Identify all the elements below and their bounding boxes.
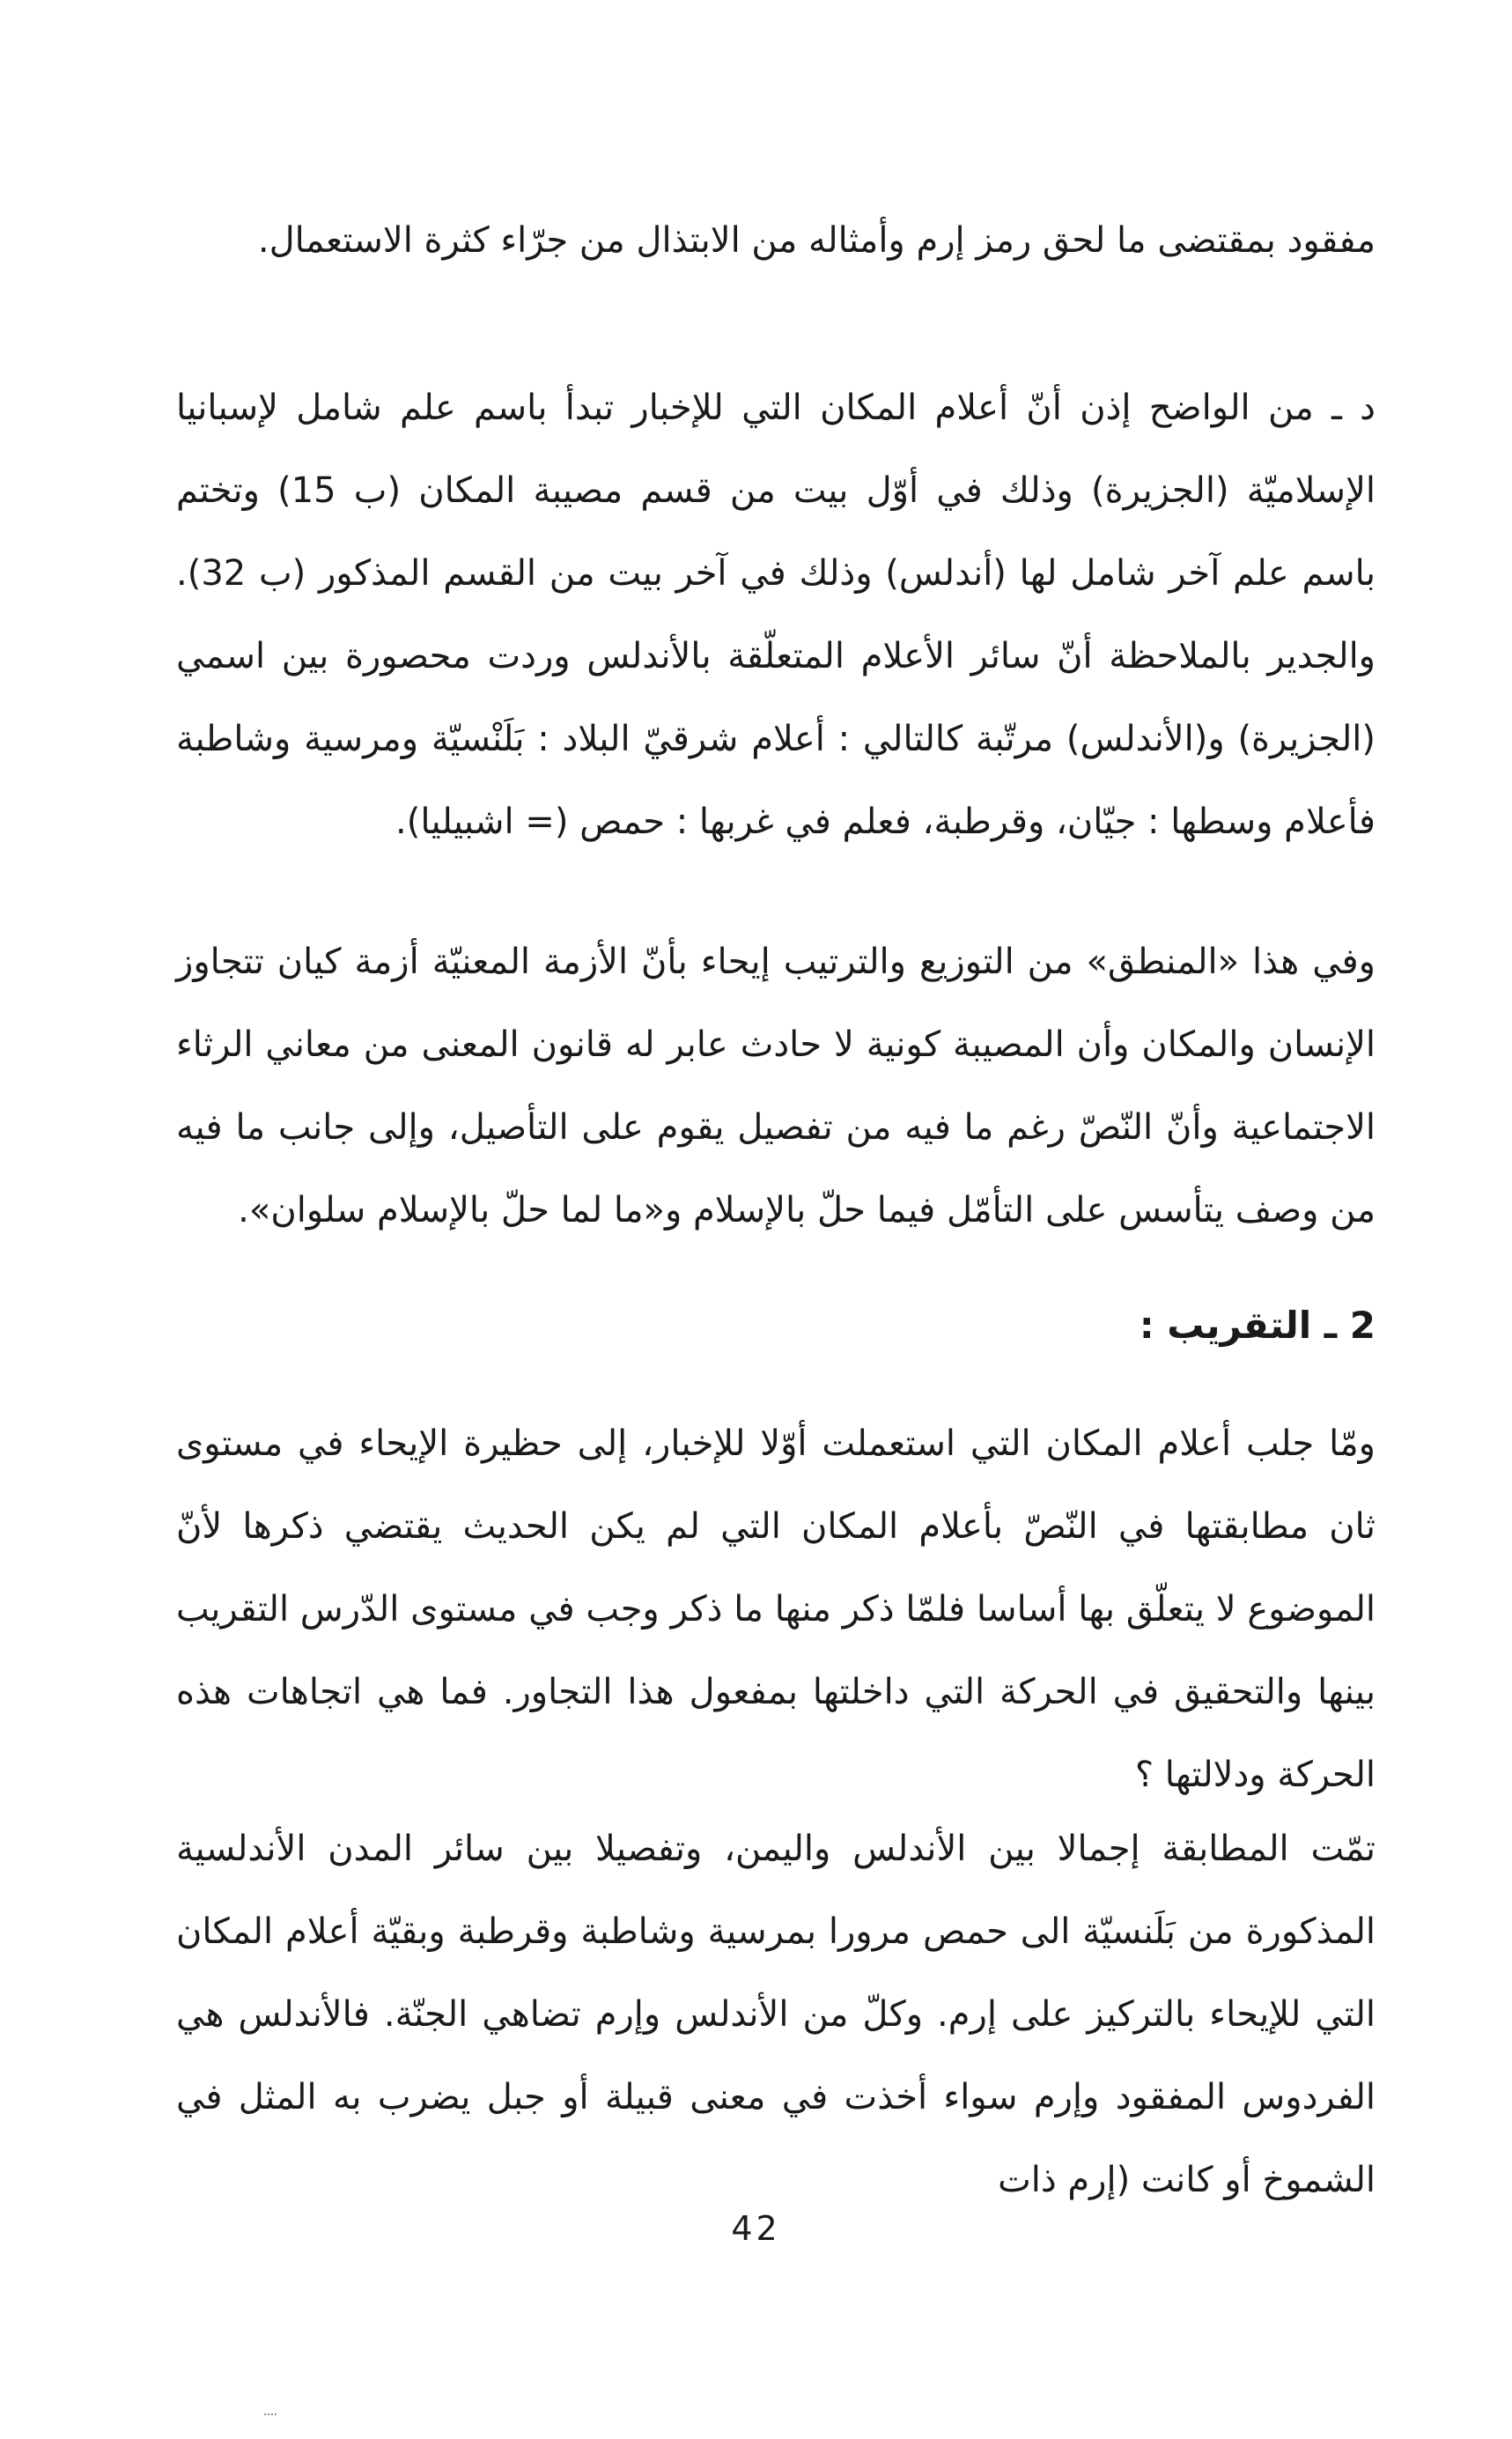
section-heading: 2 ـ التقريب :: [1139, 1304, 1376, 1347]
paragraph-2: د ـ من الواضح إذن أنّ أعلام المكان التي للإخبار تبدأ باسم علم شامل لإسبانيا الإسلاميّة (الجزيرة) وذلك في أوّل بيت من قسم مصيبة المكان (ب 15) وتختم باسم علم آخر شامل لها (أندلس) وذلك في آخر بيت من القسم المذكور (ب 32). والجدير بالملاحظة أنّ سائر الأعلام المتعلّقة بالأندلس وردت محصورة بين اسمي (الجزيرة) و(الأندلس) مرتّبة كالتالي : أعلام شرقيّ البلاد : بَلَنْسيّة ومرسية وشاطبة فأعلام وسطها : جيّان، وقرطبة، فعلم في غربها : حمص (= اشبيليا).: [176, 388, 1376, 842]
paragraph-1: مفقود بمقتضى ما لحق رمز إرم وأمثاله من الابتذال من جرّاء كثرة الاستعمال.: [257, 220, 1376, 261]
scan-speck: [264, 2413, 277, 2418]
page-number: 42: [731, 2209, 781, 2248]
paragraph-5: تمّت المطابقة إجمالا بين الأندلس واليمن، وتفصيلا بين سائر المدن الأندلسية المذكورة من بَلَنسيّة الى حمص مرورا بمرسية وشاطبة وقرطبة وبقيّة أعلام المكان التي للإيحاء بالتركيز على إرم. وكلّ من الأندلس وإرم تضاهي الجنّة. فالأندلس هي الفردوس المفقود وإرم سواء أخذت في معنى قبيلة أو جبل يضرب به المثل في الشموخ أو كانت (إرم ذات: [176, 1829, 1376, 2200]
paragraph-3: وفي هذا «المنطق» من التوزيع والترتيب إيحاء بأنّ الأزمة المعنيّة أزمة كيان تتجاوز الإنسان والمكان وأن المصيبة كونية لا حادث عابر له قانون المعنى من معاني الرثاء الاجتماعية وأنّ النّصّ رغم ما فيه من تفصيل يقوم على التأصيل، وإلى جانب ما فيه من وصف يتأسس على التأمّل فيما حلّ بالإسلام و«ما لما حلّ بالإسلام سلوان».: [176, 942, 1376, 1231]
paragraph-4: ومّا جلب أعلام المكان التي استعملت أوّلا للإخبار، إلى حظيرة الإيحاء في مستوى ثان مطابقتها في النّصّ بأعلام المكان التي لم يكن الحديث يقتضي ذكرها لأنّ الموضوع لا يتعلّق بها أساسا فلمّا ذكر منها ما ذكر وجب في مستوى الدّرس التقريب بينها والتحقيق في الحركة التي داخلتها بمفعول هذا التجاور. فما هي اتجاهات هذه الحركة ودلالتها ؟: [176, 1423, 1376, 1795]
